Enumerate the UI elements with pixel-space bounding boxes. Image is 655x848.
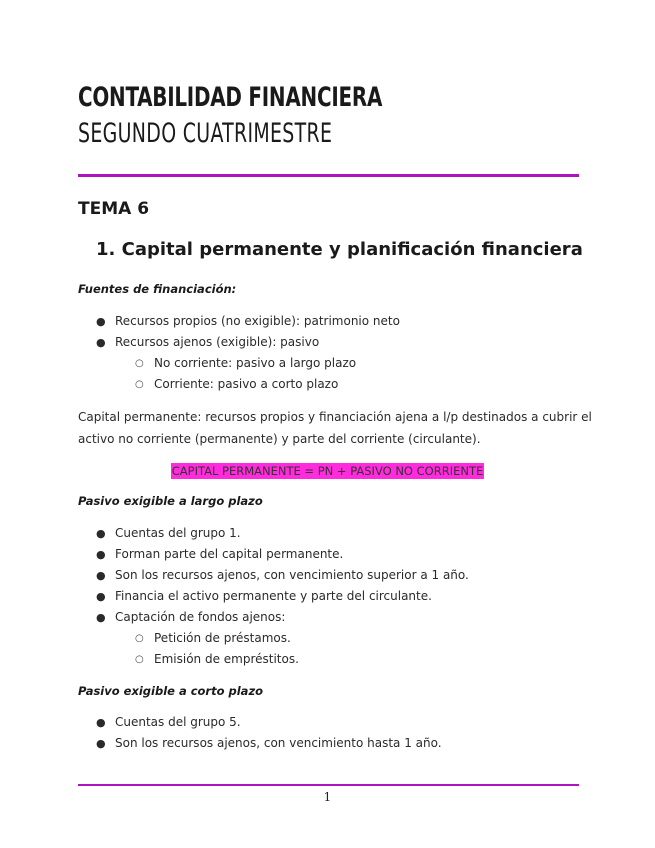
topic-heading: TEMA 6 (78, 199, 150, 219)
document-subtitle: SEGUNDO CUATRIMESTRE (78, 118, 333, 149)
document-page: CONTABILIDAD FINANCIERA SEGUNDO CUATRIMESTRE TEMA 6 1. Capital permanente y planificación financiera Fuentes de financiación: ● Recursos propios (no exigible): patrimonio neto ● Recursos ajenos (exigible): pasivo ○ No corriente: pasivo a largo plazo ○ Corriente: pasivo a corto plazo Capital permanente: recursos propios y financiación ajena a l/p destinados a cubrir el activo no corriente (permanente) y parte del corriente (circulante). CAPITAL PERMANENTE = PN + PASIVO NO CORRIENTE Pasivo exigible a largo plazo ● Cuentas del grupo 1. ● Forman parte del capital permanente. ● Son los recursos ajenos, con vencimiento superior a 1 año. ● Financia el activo permanente y parte del circulante. ● Captación de fondos ajenos: ○ Petición de préstamos. ○ Emisión de empréstitos. Pasivo exigible a corto plazo ● Cuentas del grupo 5. ● Son los recursos ajenos, con vencimiento hasta 1 año. 1 (0, 0, 655, 848)
footer-divider (78, 784, 579, 786)
bullet-icon: ● (96, 737, 106, 750)
hollow-bullet-icon: ○ (135, 633, 144, 644)
highlighted-formula: CAPITAL PERMANENTE = PN + PASIVO NO CORRIENTE (171, 464, 484, 478)
bullet-icon: ● (96, 548, 106, 561)
bullet-icon: ● (96, 336, 106, 349)
corto-plazo-heading: Pasivo exigible a corto plazo (78, 684, 264, 698)
bullet-icon: ● (96, 590, 106, 603)
largo-plazo-heading: Pasivo exigible a largo plazo (78, 494, 263, 508)
bullet-icon: ● (96, 611, 106, 624)
paragraph-line: Capital permanente: recursos propios y financiación ajena a l/p destinados a cubrir el (78, 410, 592, 424)
bullet-icon: ● (96, 569, 106, 582)
section-heading: 1. Capital permanente y planificación financiera (96, 239, 583, 260)
bullet-icon: ● (96, 315, 106, 328)
bullet-icon: ● (96, 716, 106, 729)
page-number: 1 (323, 790, 332, 804)
fuentes-heading: Fuentes de financiación: (78, 282, 237, 296)
document-title: CONTABILIDAD FINANCIERA (78, 82, 383, 113)
hollow-bullet-icon: ○ (135, 358, 144, 369)
capital-permanente-paragraph (78, 406, 592, 450)
hollow-bullet-icon: ○ (135, 379, 144, 390)
paragraph-line: activo no corriente (permanente) y parte del corriente (circulante). (78, 432, 481, 446)
hollow-bullet-icon: ○ (135, 654, 144, 665)
formula-row (0, 460, 655, 479)
bullet-icon: ● (96, 527, 106, 540)
header-divider (78, 174, 579, 177)
